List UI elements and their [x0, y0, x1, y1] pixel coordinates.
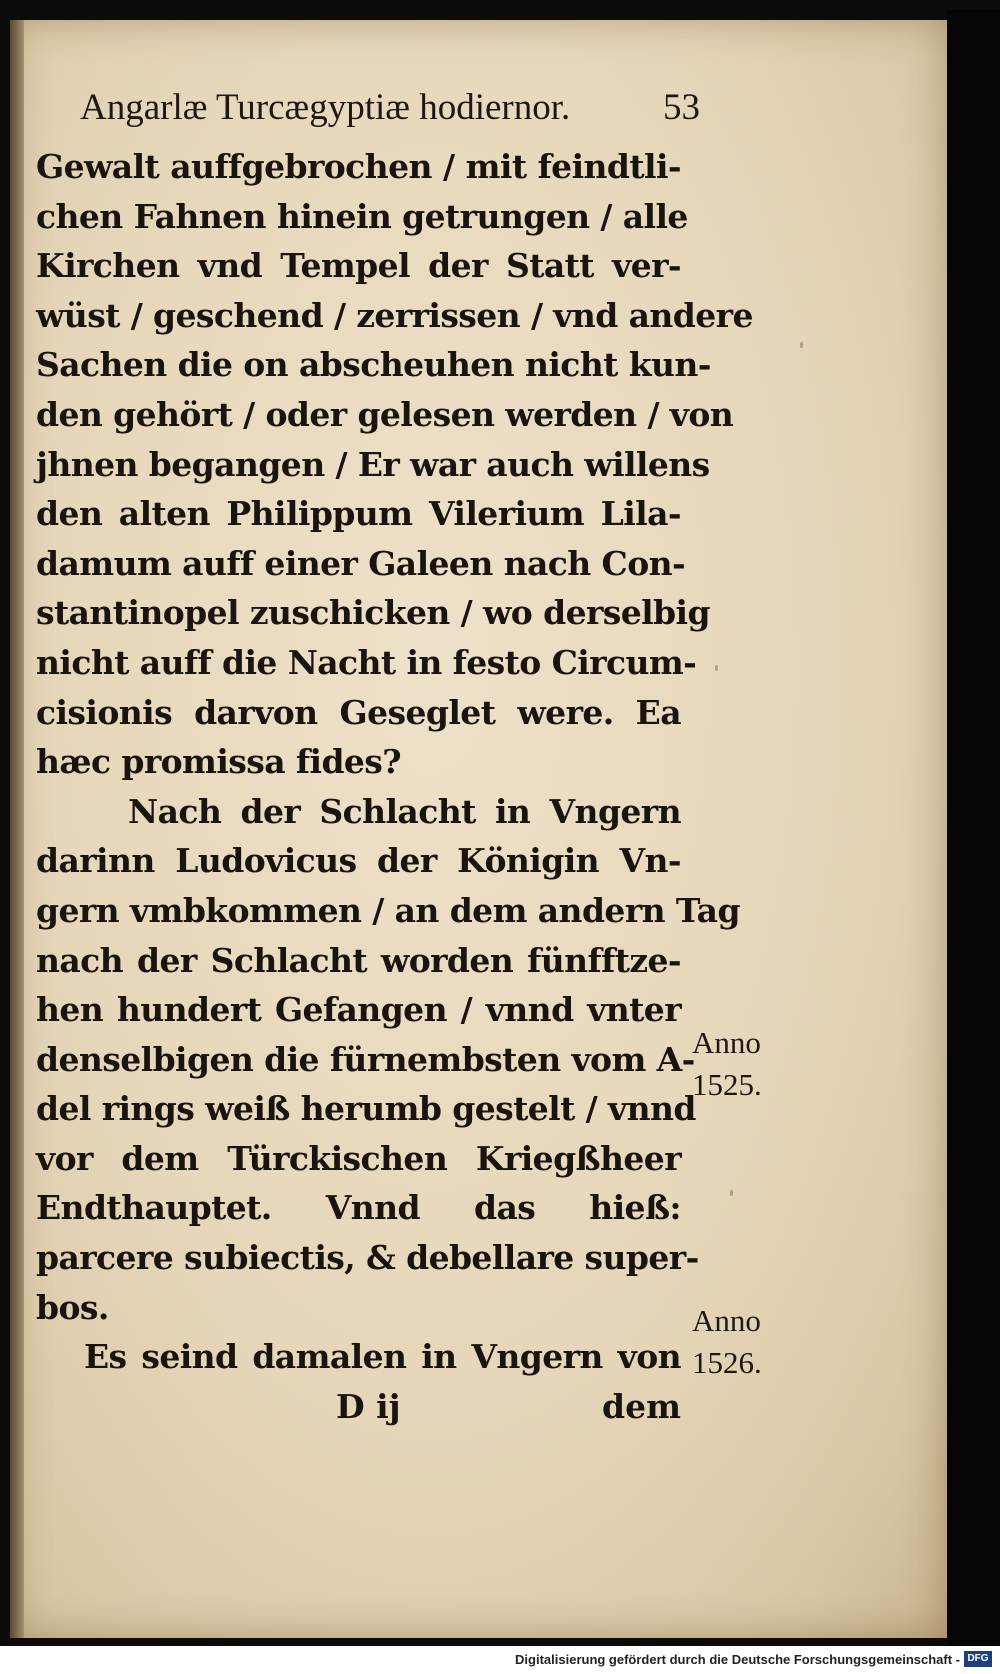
- running-head-title: Angarlæ Turcægyptiæ hodiernor.: [80, 87, 571, 128]
- margin-note-1526: [692, 1300, 762, 1384]
- margin-note-1525: [692, 1022, 762, 1106]
- paper-speck: [800, 342, 803, 348]
- text-line: Gewalt auffgebrochen / mit feindtli-: [36, 147, 681, 186]
- funding-credit: Digitalisierung gefördert durch die Deutsche Forschungsgemeinschaft -: [515, 1652, 960, 1667]
- text-line: Endthauptet. Vnnd das hieß:: [36, 1188, 681, 1228]
- text-line: parcere subiectis, & debellare super-: [36, 1238, 699, 1278]
- text-line: del rings weiß herumb gestelt / vnnd: [36, 1089, 696, 1129]
- paper-speck: [715, 665, 718, 671]
- text-line: nicht auff die Nacht in festo Circum-: [36, 642, 697, 682]
- catchword: dem: [602, 1386, 681, 1426]
- book-edge: [947, 10, 1000, 1650]
- page-number: 53: [663, 87, 700, 128]
- text-line: stantinopel zuschicken / wo derselbig: [36, 593, 710, 633]
- text-line: den alten Philippum Vilerium Lila-: [36, 494, 681, 534]
- text-line: vor dem Türckischen Kriegßheer: [36, 1138, 681, 1178]
- text-line: jhnen begangen / Er war auch willens: [36, 444, 710, 484]
- signature-mark: D ij: [336, 1386, 401, 1426]
- text-line: Sachen die on abscheuhen nicht kun-: [36, 345, 711, 385]
- page-spine-shadow: [10, 20, 24, 1638]
- paragraph-start-line: Es seind damalen in Vngern von: [84, 1337, 681, 1377]
- paragraph-start-line: Nach der Schlacht in Vngern: [128, 791, 681, 831]
- text-line: wüst / geschend / zerrissen / vnd andere: [36, 295, 753, 335]
- digitization-footer: [0, 1646, 1000, 1674]
- text-line: damum auff einer Galeen nach Con-: [36, 543, 686, 583]
- text-line: denselbigen die fürnembsten vom A-: [36, 1039, 695, 1079]
- text-line: den gehört / oder gelesen werden / von: [36, 394, 734, 434]
- margin-note-label: Anno: [692, 1303, 761, 1338]
- running-head: [80, 86, 700, 136]
- text-line: cisionis darvon Geseglet were. Ea: [36, 692, 681, 732]
- margin-note-year: 1526.: [692, 1345, 762, 1380]
- text-line: nach der Schlacht worden fünfftze-: [36, 940, 681, 980]
- text-line: chen Fahnen hinein getrungen / alle: [36, 196, 688, 236]
- text-line: Kirchen vnd Tempel der Statt ver-: [36, 246, 681, 286]
- text-line: hæc promissa fides?: [36, 742, 402, 782]
- signature-line: [36, 1382, 681, 1432]
- text-line: hen hundert Gefangen / vnnd vnter: [36, 990, 681, 1030]
- text-line: darinn Ludovicus der Königin Vn-: [36, 841, 681, 881]
- margin-note-label: Anno: [692, 1025, 761, 1060]
- text-line: bos.: [36, 1287, 109, 1327]
- text-line: gern vmbkommen / an dem andern Tag: [36, 890, 740, 930]
- dfg-logo: DFG: [964, 1651, 992, 1667]
- paper-speck: [730, 1190, 733, 1196]
- margin-note-year: 1525.: [692, 1067, 762, 1102]
